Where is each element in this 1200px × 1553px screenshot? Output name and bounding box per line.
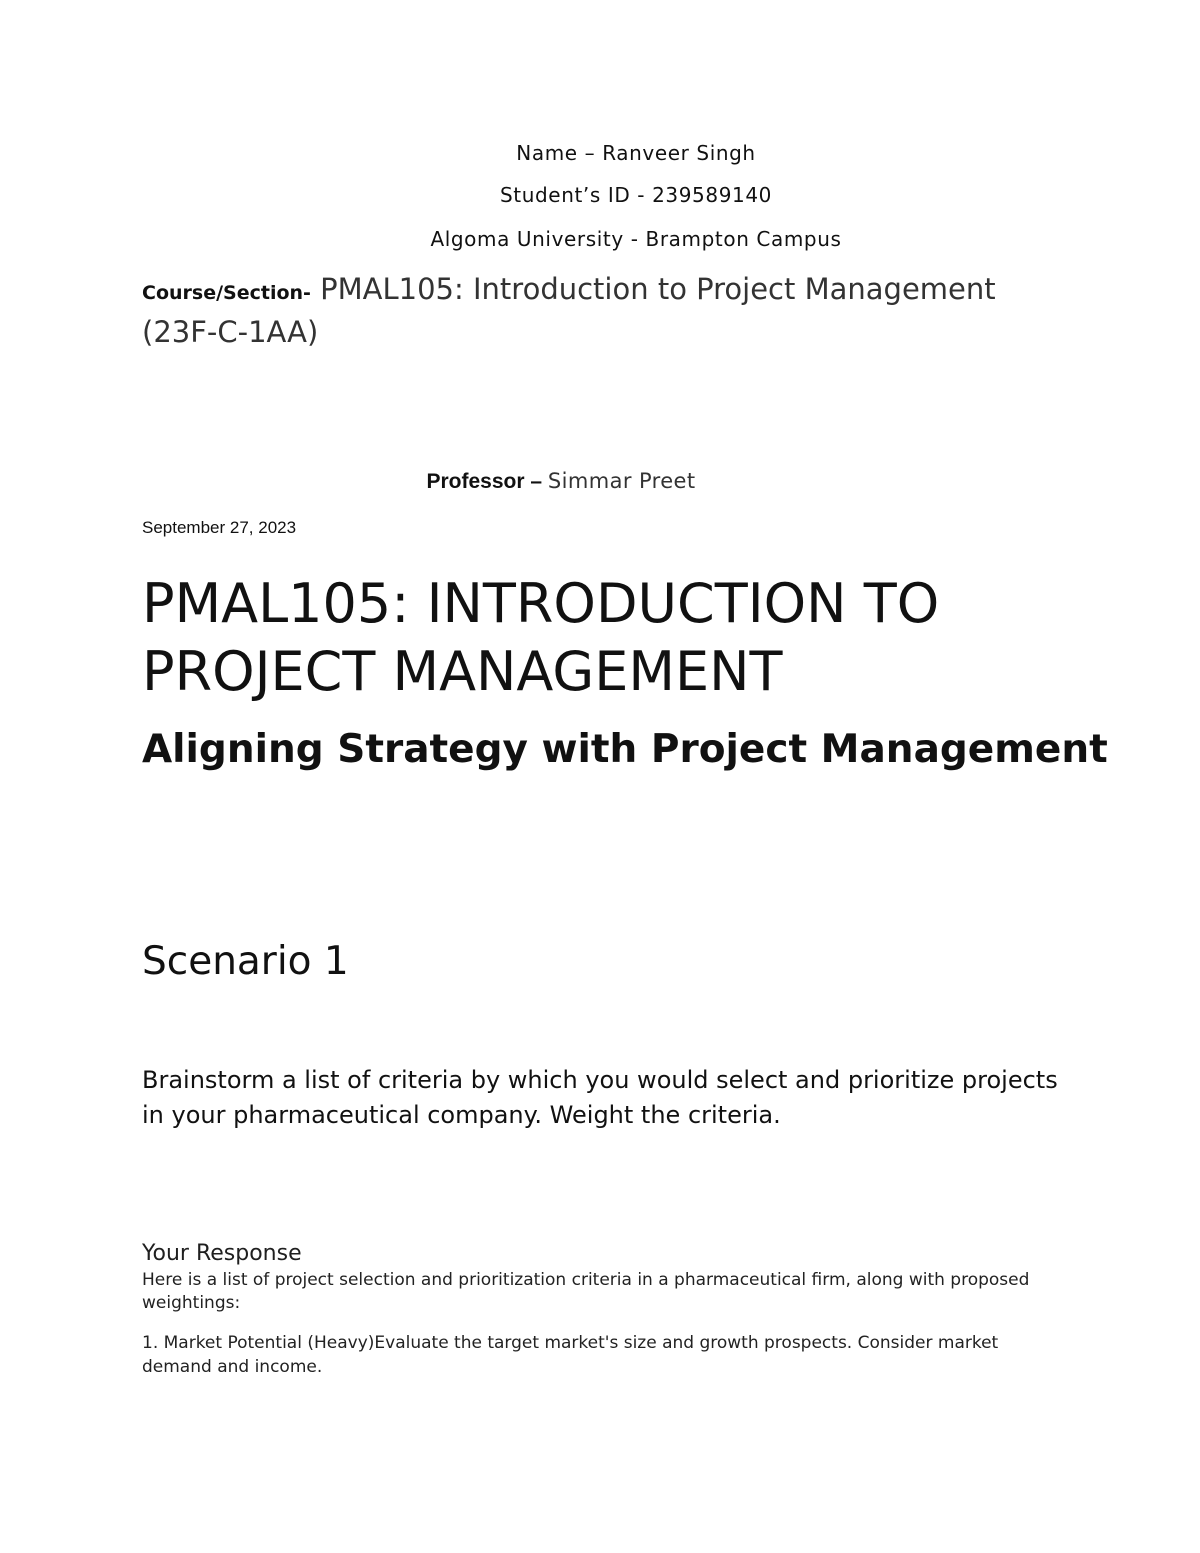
student-name: Name – Ranveer Singh bbox=[516, 141, 756, 165]
university-name: Algoma University - Brampton Campus bbox=[430, 227, 842, 251]
document-subtitle: Aligning Strategy with Project Management bbox=[142, 727, 1108, 772]
professor-line bbox=[0, 469, 1122, 494]
scenario-prompt: Brainstorm a list of criteria by which you would select and prioritize projects in your pharmaceutical company. Weight the criteria. bbox=[142, 1066, 1058, 1129]
document-title: PMAL105: INTRODUCTION TO PROJECT MANAGEMENT bbox=[142, 572, 940, 703]
document-date: September 27, 2023 bbox=[142, 518, 297, 537]
response-heading: Your Response bbox=[142, 1241, 302, 1266]
course-section-label: Course/Section- bbox=[142, 282, 311, 304]
professor-label: Professor – bbox=[426, 470, 548, 493]
response-criterion-item: 1. Market Potential (Heavy)Evaluate the target market's size and growth prospects. Consider market demand and income. bbox=[142, 1333, 999, 1377]
course-section-value: PMAL105: Introduction to Project Management (23F-C-1AA) bbox=[142, 272, 996, 349]
response-intro: Here is a list of project selection and prioritization criteria in a pharmaceutical firm, along with proposed weightings: bbox=[142, 1270, 1030, 1313]
student-id: Student’s ID - 239589140 bbox=[499, 183, 773, 207]
scenario-heading: Scenario 1 bbox=[142, 939, 349, 984]
professor-name: Simmar Preet bbox=[547, 469, 696, 493]
course-section bbox=[142, 270, 1042, 356]
